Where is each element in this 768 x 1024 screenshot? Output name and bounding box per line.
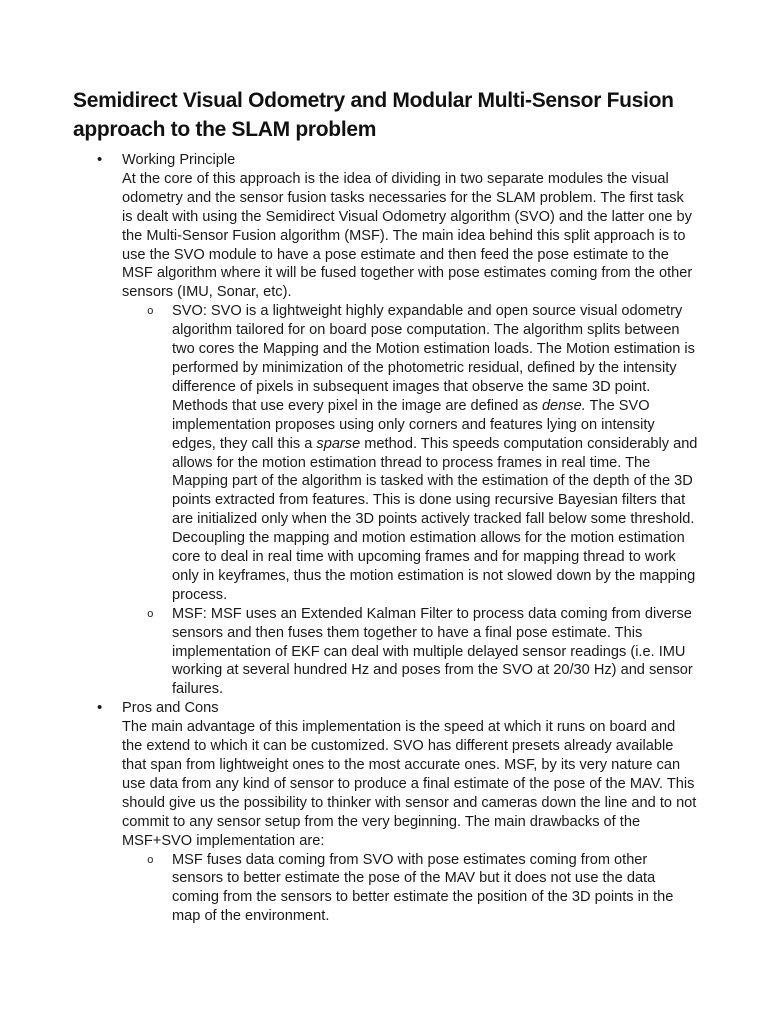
sub-item-text [172, 303, 697, 603]
sub-bullet-glyph: o [147, 608, 154, 621]
section-paragraph: At the core of this approach is the idea of dividing in two separate modules the visual odometry and the sensor fusion tasks necessaries for the SLAM problem. The first task is dealt with using the Semidirect Visual Odometry algorithm (SVO) and the latter one by the Multi-Sensor Fusion algorithm (MSF). The main idea behind this split approach is to use the SVO module to have a pose estimate and then feed the pose estimate to the MSF algorithm where it will be fused together with pose estimates coming from the other sensors (IMU, Sonar, etc). [122, 170, 693, 301]
svo-text-part2: The SVO implementation proposes using only corners and features lying on intensity edges, they call this a [172, 397, 655, 452]
svo-italic-sparse: sparse [316, 435, 361, 452]
svo-italic-dense: dense. [541, 397, 586, 414]
main-bullet-list [0, 151, 768, 926]
document-title: Semidirect Visual Odometry and Modular Multi-Sensor Fusion approach to the SLAM problem [73, 89, 674, 141]
sub-bullet-list [122, 851, 697, 927]
svo-text-part1: SVO: SVO is a lightweight highly expandable and open source visual odometry algorithm tailored for on board pose computation. The algorithm splits between two cores the Mapping and the Motion estimation loads. The Motion estimation is performed by minimization of the photometric residual, defined by the intensity difference of pixels in subsequent images that observe the same 3D point. Methods that use every pixel in the image are defined as [172, 303, 695, 414]
bullet-glyph: • [97, 699, 103, 717]
section-pros-and-cons [0, 699, 697, 926]
sub-bullet-glyph: o [147, 306, 154, 319]
svo-text-part3: method. This speeds computation considerably and allows for the motion estimation thread to process frames in real time. The Mapping part of the algorithm is tasked with the estimation of the depth of the 3D points extracted from features. This is done using recursive Bayesian filters that are initialized only when the 3D points actively tracked fall below some threshold. Decoupling the mapping and motion estimation allows for the motion estimation core to deal in real time with upcoming frames and for mapping thread to work only in keyframes, thus the motion estimation is not slowed down by the mapping process. [172, 435, 698, 603]
section-heading: Working Principle [122, 152, 236, 168]
sub-bullet-list [122, 302, 697, 699]
sub-item-svo [122, 302, 698, 605]
sub-item-text: MSF: MSF uses an Extended Kalman Filter to process data coming from diverse sensors and then fuses them together to have a final pose estimate. This implementation of EKF can deal with multiple delayed sensor readings (i.e. IMU working at several hundred Hz and poses from the SVO at 20/30 Hz) and sensor failures. [172, 605, 693, 698]
sub-item-drawback [122, 851, 698, 927]
section-working-principle [0, 151, 697, 699]
sub-bullet-glyph: o [147, 854, 154, 867]
sub-item-msf [122, 605, 698, 700]
bullet-glyph: • [97, 151, 103, 168]
section-paragraph: The main advantage of this implementation is the speed at which it runs on board and the extend to which it can be customized. SVO has different presets already available that span from lightweight ones to the most accurate ones. MSF, by its very nature can use data from any kind of sensor to produce a final estimate of the pose of the MAV. This should give us the possibility to thinker with sensor and cameras down the line and to not commit to any sensor setup from the very beginning. The main drawbacks of the MSF+SVO implementation are: [122, 719, 697, 849]
sub-item-text: MSF fuses data coming from SVO with pose estimates coming from other sensors to better estimate the pose of the MAV but it does not use the data coming from the sensors to better estimate the position of the 3D points in the map of the environment. [172, 851, 674, 925]
section-heading: Pros and Cons [122, 700, 219, 717]
document-body [0, 151, 768, 926]
